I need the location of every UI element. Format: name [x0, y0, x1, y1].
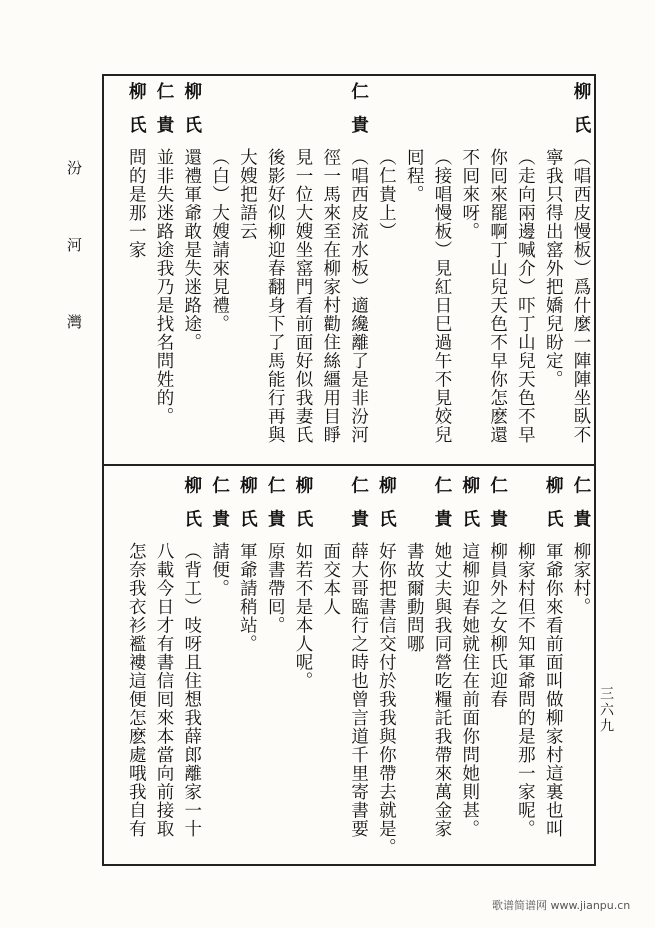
speaker-label: 柳氏 — [571, 82, 591, 149]
page-number: 三六九 — [598, 686, 614, 734]
dialogue-line: 怎奈我衣衫襤褸這便怎麽處哦我自有 — [126, 542, 147, 838]
dialogue-line: （唱西皮流水板）適纔離了是非汾河 — [348, 148, 369, 444]
speaker-label: 柳氏 — [293, 476, 313, 543]
dialogue-line: 還禮軍爺敢是失迷路途。 — [181, 148, 202, 352]
speaker-label: 柳氏 — [459, 476, 480, 543]
dialogue-line: 柳家村。 — [571, 542, 591, 616]
running-title: 汾 河 灣 — [65, 160, 83, 351]
dialogue-line: 囘程。 — [404, 148, 425, 204]
dialogue-line: 寧我只得出窰外把嬌兒盼定。 — [543, 148, 564, 389]
section-divider — [103, 464, 595, 466]
speaker-label: 柳氏 — [181, 476, 202, 543]
dialogue-line: 後影好似柳迎春翻身下了馬能行再與 — [265, 148, 286, 444]
watermark: 歌谱简谱网 www.jianpu.cn — [492, 899, 631, 912]
dialogue-line: 柳員外之女柳氏迎春 — [487, 542, 508, 709]
dialogue-line: （唱西皮慢板）爲什麼一陣陣坐臥不 — [571, 148, 591, 444]
dialogue-line: 軍爺你來看前面叫做柳家村這裏也叫 — [543, 542, 564, 838]
speaker-label: 仁貴 — [348, 476, 369, 543]
dialogue-line: 好你把書信交付於我我與你帶去就是。 — [376, 542, 397, 857]
dialogue-line: 並非失迷路途我乃是找名問姓的。 — [154, 148, 174, 426]
speaker-label: 仁貴 — [209, 476, 230, 543]
speaker-label: 仁貴 — [487, 476, 508, 543]
dialogue-line: 八載今日才有書信囘來本當向前接取 — [154, 542, 174, 838]
dialogue-line: 如若不是本人呢。 — [293, 542, 313, 690]
dialogue-line: （仁貴上） — [376, 148, 397, 241]
dialogue-line: 你囘來罷啊丁山兒天色不早你怎麽還 — [487, 148, 508, 444]
speaker-label: 柳氏 — [181, 82, 202, 149]
speaker-label: 仁貴 — [348, 82, 369, 149]
speaker-label: 仁貴 — [154, 82, 174, 149]
speaker-label: 仁貴 — [265, 476, 286, 543]
dialogue-line: 原書帶囘。 — [265, 542, 286, 635]
speaker-label: 柳氏 — [543, 476, 564, 543]
dialogue-line: （走向兩邊喊介）吓丁山兒天色不早 — [515, 148, 536, 444]
dialogue-line: （接唱慢板）見紅日巳過午不見姣兒 — [432, 148, 452, 444]
speaker-label: 柳氏 — [376, 476, 397, 543]
speaker-label: 柳氏 — [126, 82, 147, 149]
dialogue-line: 軍爺請稍站。 — [237, 542, 258, 653]
dialogue-line: 書故爾動問哪 — [404, 542, 425, 653]
dialogue-line: （背工）吱呀且住想我薛郎離家一十 — [181, 542, 202, 838]
speaker-label: 柳氏 — [237, 476, 258, 543]
dialogue-line: 大嫂把語云 — [237, 148, 258, 241]
dialogue-line: 問的是那一家 — [126, 148, 147, 259]
dialogue-line: 面交本人 — [320, 542, 341, 616]
dialogue-line: 柳家村但不知軍爺問的是那一家呢。 — [515, 542, 536, 838]
dialogue-line: 她丈夫與我同營吃糧託我帶來萬金家 — [432, 542, 452, 838]
dialogue-line: （白）大嫂請來見禮。 — [209, 148, 230, 333]
dialogue-line: 薛大哥臨行之時也曾言道千里寄書要 — [348, 542, 369, 838]
dialogue-line: 請便。 — [209, 542, 230, 598]
dialogue-line: 這柳迎春她就住在前面你問她則甚。 — [459, 542, 480, 838]
dialogue-line: 徑一馬來至在柳家村勸住絲繮用目睜 — [320, 148, 341, 444]
speaker-label: 仁貴 — [432, 476, 452, 543]
dialogue-line: 不囘來呀。 — [459, 148, 480, 241]
speaker-label: 仁貴 — [571, 476, 591, 543]
dialogue-line: 見一位大嫂坐窰門看前面好似我妻氏 — [293, 148, 313, 444]
